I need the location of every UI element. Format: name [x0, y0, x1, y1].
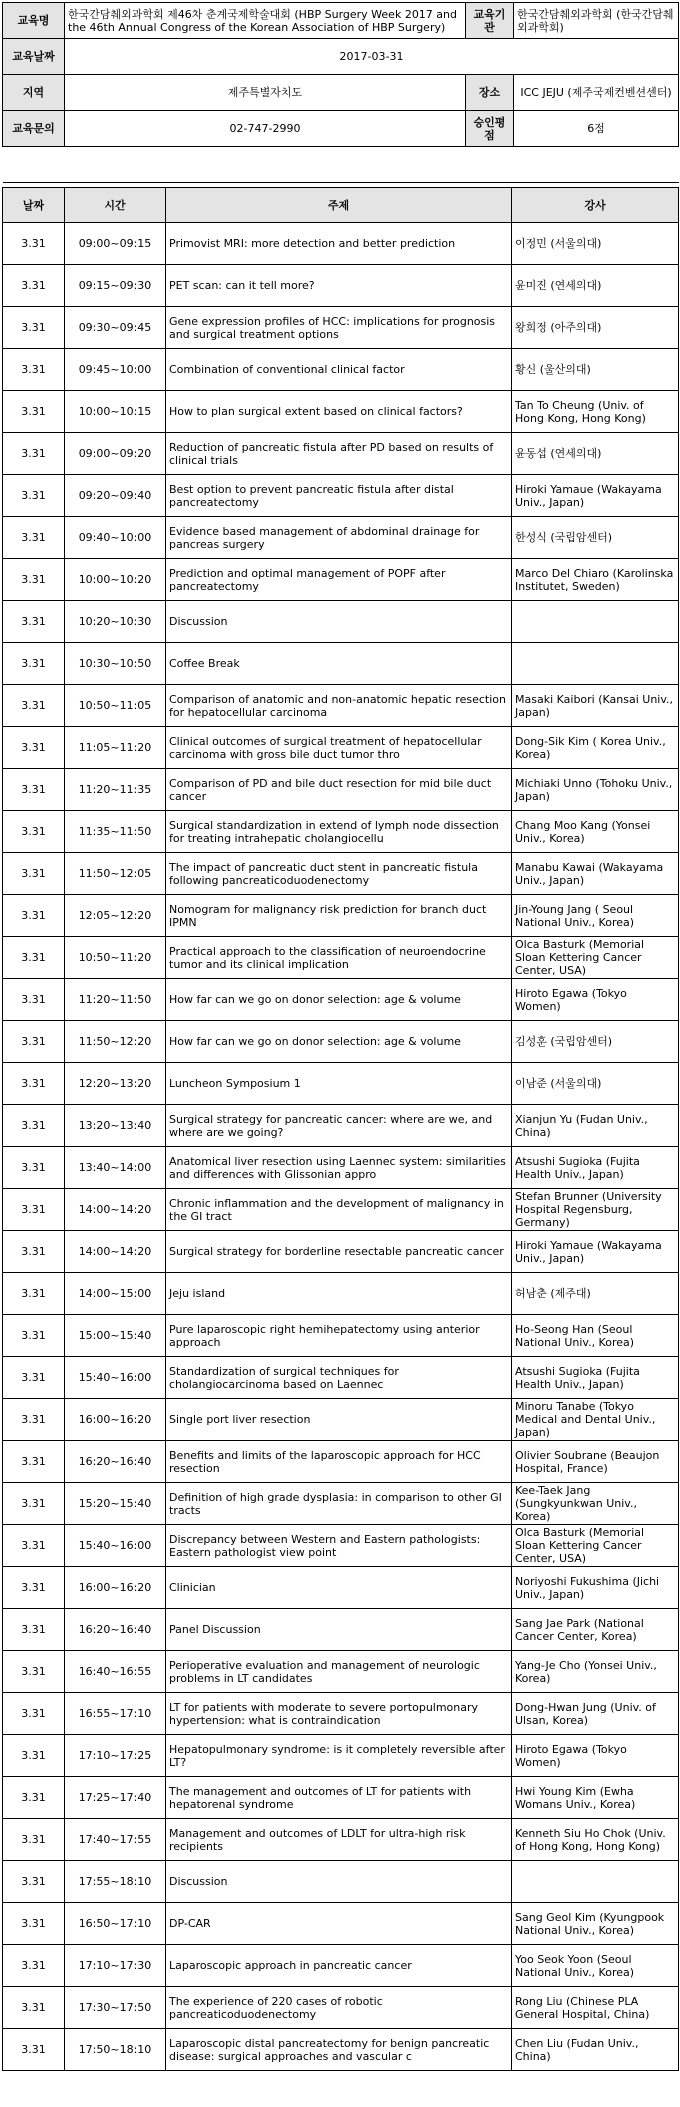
- row-topic: Evidence based management of abdominal drainage for pancreas surgery: [166, 517, 512, 559]
- row-speaker: Noriyoshi Fukushima (Jichi Univ., Japan): [512, 1567, 679, 1609]
- row-speaker: Olca Basturk (Memorial Sloan Kettering Cancer Center, USA): [512, 1525, 679, 1567]
- row-time: 15:40~16:00: [65, 1525, 166, 1567]
- row-date: 3.31: [3, 1945, 65, 1987]
- row-speaker: Atsushi Sugioka (Fujita Health Univ., Japan): [512, 1357, 679, 1399]
- row-speaker: Marco Del Chiaro (Karolinska Institutet, Sweden): [512, 559, 679, 601]
- row-time: 17:50~18:10: [65, 2029, 166, 2071]
- course-region-label: 지역: [3, 75, 65, 111]
- row-date: 3.31: [3, 2029, 65, 2071]
- table-row: [3, 2029, 679, 2071]
- row-speaker: Yang-Je Cho (Yonsei Univ., Korea): [512, 1651, 679, 1693]
- row-date: 3.31: [3, 895, 65, 937]
- table-row: [3, 937, 679, 979]
- row-date: 3.31: [3, 1651, 65, 1693]
- row-topic: Primovist MRI: more detection and better prediction: [166, 223, 512, 265]
- row-time: 13:40~14:00: [65, 1147, 166, 1189]
- table-row: [3, 1105, 679, 1147]
- row-time: 09:20~09:40: [65, 475, 166, 517]
- row-date: 3.31: [3, 559, 65, 601]
- header-date: 날짜: [3, 188, 65, 223]
- row-time: 11:20~11:50: [65, 979, 166, 1021]
- schedule-header-row: [3, 188, 679, 223]
- row-speaker: Chen Liu (Fudan Univ., China): [512, 2029, 679, 2071]
- row-date: 3.31: [3, 685, 65, 727]
- table-row: [3, 1273, 679, 1315]
- course-name-value: 한국간담췌외과학회 제46차 춘계국제학술대회 (HBP Surgery Week 2017 and the 46th Annual Congress of the Korean Association of HBP Surgery): [65, 3, 466, 39]
- table-row: [3, 979, 679, 1021]
- info-row-region: [3, 75, 679, 111]
- row-time: 14:00~15:00: [65, 1273, 166, 1315]
- row-topic: Laparoscopic distal pancreatectomy for benign pancreatic disease: surgical approaches and vascular c: [166, 2029, 512, 2071]
- row-time: 14:00~14:20: [65, 1189, 166, 1231]
- row-time: 11:50~12:05: [65, 853, 166, 895]
- row-time: 10:00~10:15: [65, 391, 166, 433]
- row-date: 3.31: [3, 1315, 65, 1357]
- row-speaker: Hiroki Yamaue (Wakayama Univ., Japan): [512, 475, 679, 517]
- row-speaker: Minoru Tanabe (Tokyo Medical and Dental Univ., Japan): [512, 1399, 679, 1441]
- table-row: [3, 853, 679, 895]
- row-speaker: 왕희정 (아주의대): [512, 307, 679, 349]
- row-date: 3.31: [3, 1399, 65, 1441]
- row-topic: Jeju island: [166, 1273, 512, 1315]
- row-topic: Reduction of pancreatic fistula after PD based on results of clinical trials: [166, 433, 512, 475]
- row-time: 10:50~11:20: [65, 937, 166, 979]
- row-time: 17:40~17:55: [65, 1819, 166, 1861]
- row-date: 3.31: [3, 349, 65, 391]
- row-speaker: Yoo Seok Yoon (Seoul National Univ., Korea): [512, 1945, 679, 1987]
- course-name-label: 교육명: [3, 3, 65, 39]
- row-time: 15:00~15:40: [65, 1315, 166, 1357]
- course-date-label: 교육날짜: [3, 39, 65, 75]
- row-speaker: Manabu Kawai (Wakayama Univ., Japan): [512, 853, 679, 895]
- course-org-value: 한국간담췌외과학회 (한국간담췌외과학회): [514, 3, 679, 39]
- table-row: [3, 307, 679, 349]
- row-topic: Luncheon Symposium 1: [166, 1063, 512, 1105]
- row-speaker: Hiroto Egawa (Tokyo Women): [512, 1735, 679, 1777]
- row-speaker: Atsushi Sugioka (Fujita Health Univ., Japan): [512, 1147, 679, 1189]
- table-row: [3, 1567, 679, 1609]
- row-speaker: Hwi Young Kim (Ewha Womans Univ., Korea): [512, 1777, 679, 1819]
- row-time: 09:15~09:30: [65, 265, 166, 307]
- table-row: [3, 811, 679, 853]
- row-topic: Clinician: [166, 1567, 512, 1609]
- row-date: 3.31: [3, 979, 65, 1021]
- row-date: 3.31: [3, 1273, 65, 1315]
- row-speaker: Kenneth Siu Ho Chok (Univ. of Hong Kong, Hong Kong): [512, 1819, 679, 1861]
- row-date: 3.31: [3, 1567, 65, 1609]
- table-row: [3, 1021, 679, 1063]
- table-row: [3, 1777, 679, 1819]
- course-contact-value: 02-747-2990: [65, 111, 466, 147]
- row-date: 3.31: [3, 1693, 65, 1735]
- row-date: 3.31: [3, 643, 65, 685]
- row-speaker: [512, 643, 679, 685]
- row-topic: Surgical strategy for borderline resectable pancreatic cancer: [166, 1231, 512, 1273]
- row-time: 10:30~10:50: [65, 643, 166, 685]
- row-topic: Discussion: [166, 601, 512, 643]
- course-region-value: 제주특별자치도: [65, 75, 466, 111]
- row-speaker: Stefan Brunner (University Hospital Regensburg, Germany): [512, 1189, 679, 1231]
- row-speaker: Ho-Seong Han (Seoul National Univ., Korea): [512, 1315, 679, 1357]
- row-date: 3.31: [3, 1735, 65, 1777]
- row-speaker: 김성훈 (국립암센터): [512, 1021, 679, 1063]
- row-date: 3.31: [3, 1525, 65, 1567]
- info-row-contact: [3, 111, 679, 147]
- row-time: 11:20~11:35: [65, 769, 166, 811]
- row-time: 17:55~18:10: [65, 1861, 166, 1903]
- row-speaker: Sang Jae Park (National Cancer Center, Korea): [512, 1609, 679, 1651]
- row-topic: Pure laparoscopic right hemihepatectomy using anterior approach: [166, 1315, 512, 1357]
- row-speaker: 허남춘 (제주대): [512, 1273, 679, 1315]
- header-topic: 주제: [166, 188, 512, 223]
- row-speaker: 윤미진 (연세의대): [512, 265, 679, 307]
- table-row: [3, 601, 679, 643]
- row-time: 09:45~10:00: [65, 349, 166, 391]
- course-place-label: 장소: [466, 75, 514, 111]
- table-row: [3, 391, 679, 433]
- row-speaker: Hiroki Yamaue (Wakayama Univ., Japan): [512, 1231, 679, 1273]
- row-date: 3.31: [3, 1441, 65, 1483]
- row-speaker: 이남준 (서울의대): [512, 1063, 679, 1105]
- table-row: [3, 1945, 679, 1987]
- row-date: 3.31: [3, 1861, 65, 1903]
- row-time: 11:35~11:50: [65, 811, 166, 853]
- row-topic: The management and outcomes of LT for patients with hepatorenal syndrome: [166, 1777, 512, 1819]
- row-time: 16:40~16:55: [65, 1651, 166, 1693]
- table-row: [3, 1861, 679, 1903]
- row-topic: Benefits and limits of the laparoscopic approach for HCC resection: [166, 1441, 512, 1483]
- row-topic: Discrepancy between Western and Eastern pathologists: Eastern pathologist view point: [166, 1525, 512, 1567]
- row-speaker: Xianjun Yu (Fudan Univ., China): [512, 1105, 679, 1147]
- row-time: 09:00~09:20: [65, 433, 166, 475]
- row-topic: Comparison of anatomic and non-anatomic hepatic resection for hepatocellular carcinoma: [166, 685, 512, 727]
- row-topic: Management and outcomes of LDLT for ultra-high risk recipients: [166, 1819, 512, 1861]
- table-row: [3, 1357, 679, 1399]
- table-row: [3, 223, 679, 265]
- row-time: 17:30~17:50: [65, 1987, 166, 2029]
- row-topic: Single port liver resection: [166, 1399, 512, 1441]
- course-info-table: [2, 2, 679, 183]
- row-speaker: Jin-Young Jang ( Seoul National Univ., Korea): [512, 895, 679, 937]
- table-row: [3, 1315, 679, 1357]
- row-topic: Standardization of surgical techniques for cholangiocarcinoma based on Laennec: [166, 1357, 512, 1399]
- row-topic: Practical approach to the classification of neuroendocrine tumor and its clinical implication: [166, 937, 512, 979]
- info-row-name: [3, 3, 679, 39]
- row-topic: Perioperative evaluation and management of neurologic problems in LT candidates: [166, 1651, 512, 1693]
- row-topic: Surgical standardization in extend of lymph node dissection for treating intrahepatic cholangiocellu: [166, 811, 512, 853]
- row-speaker: Michiaki Unno (Tohoku Univ., Japan): [512, 769, 679, 811]
- row-topic: LT for patients with moderate to severe portopulmonary hypertension: what is contraindication: [166, 1693, 512, 1735]
- row-date: 3.31: [3, 853, 65, 895]
- row-speaker: Chang Moo Kang (Yonsei Univ., Korea): [512, 811, 679, 853]
- row-time: 14:00~14:20: [65, 1231, 166, 1273]
- row-time: 16:55~17:10: [65, 1693, 166, 1735]
- header-speaker: 강사: [512, 188, 679, 223]
- row-date: 3.31: [3, 433, 65, 475]
- table-row: [3, 1189, 679, 1231]
- row-topic: Clinical outcomes of surgical treatment of hepatocellular carcinoma with gross bile duct tumor thro: [166, 727, 512, 769]
- table-row: [3, 1525, 679, 1567]
- table-row: [3, 559, 679, 601]
- row-date: 3.31: [3, 727, 65, 769]
- course-place-value: ICC JEJU (제주국제컨벤션센터): [514, 75, 679, 111]
- row-topic: How to plan surgical extent based on clinical factors?: [166, 391, 512, 433]
- row-speaker: Masaki Kaibori (Kansai Univ., Japan): [512, 685, 679, 727]
- row-time: 10:00~10:20: [65, 559, 166, 601]
- row-topic: Chronic inflammation and the development of malignancy in the GI tract: [166, 1189, 512, 1231]
- table-row: [3, 1483, 679, 1525]
- table-row: [3, 1693, 679, 1735]
- row-time: 10:50~11:05: [65, 685, 166, 727]
- table-row: [3, 517, 679, 559]
- row-topic: Prediction and optimal management of POPF after pancreatectomy: [166, 559, 512, 601]
- table-row: [3, 1819, 679, 1861]
- table-row: [3, 1987, 679, 2029]
- row-topic: Coffee Break: [166, 643, 512, 685]
- row-speaker: Olca Basturk (Memorial Sloan Kettering Cancer Center, USA): [512, 937, 679, 979]
- spacer-cell: [3, 147, 679, 183]
- row-topic: DP-CAR: [166, 1903, 512, 1945]
- row-date: 3.31: [3, 223, 65, 265]
- row-topic: Combination of conventional clinical factor: [166, 349, 512, 391]
- row-time: 16:00~16:20: [65, 1567, 166, 1609]
- row-date: 3.31: [3, 1147, 65, 1189]
- row-topic: Panel Discussion: [166, 1609, 512, 1651]
- row-speaker: 황신 (울산의대): [512, 349, 679, 391]
- row-time: 13:20~13:40: [65, 1105, 166, 1147]
- table-row: [3, 1231, 679, 1273]
- table-row: [3, 1147, 679, 1189]
- row-date: 3.31: [3, 601, 65, 643]
- row-topic: Hepatopulmonary syndrome: is it completely reversible after LT?: [166, 1735, 512, 1777]
- row-topic: PET scan: can it tell more?: [166, 265, 512, 307]
- row-date: 3.31: [3, 517, 65, 559]
- table-row: [3, 1441, 679, 1483]
- course-date-value: 2017-03-31: [65, 39, 679, 75]
- row-topic: The impact of pancreatic duct stent in pancreatic fistula following pancreaticoduodenectomy: [166, 853, 512, 895]
- row-speaker: Sang Geol Kim (Kyungpook National Univ., Korea): [512, 1903, 679, 1945]
- row-date: 3.31: [3, 475, 65, 517]
- row-time: 09:40~10:00: [65, 517, 166, 559]
- info-spacer-row: [3, 147, 679, 183]
- row-time: 10:20~10:30: [65, 601, 166, 643]
- row-time: 17:25~17:40: [65, 1777, 166, 1819]
- row-speaker: Dong-Hwan Jung (Univ. of Ulsan, Korea): [512, 1693, 679, 1735]
- row-speaker: 이정민 (서울의대): [512, 223, 679, 265]
- row-speaker: Dong-Sik Kim ( Korea Univ., Korea): [512, 727, 679, 769]
- table-row: [3, 1735, 679, 1777]
- row-date: 3.31: [3, 1021, 65, 1063]
- row-speaker: Olivier Soubrane (Beaujon Hospital, France): [512, 1441, 679, 1483]
- row-date: 3.31: [3, 1189, 65, 1231]
- row-speaker: Kee-Taek Jang (Sungkyunkwan Univ., Korea): [512, 1483, 679, 1525]
- table-row: [3, 643, 679, 685]
- row-date: 3.31: [3, 1063, 65, 1105]
- table-row: [3, 727, 679, 769]
- row-date: 3.31: [3, 1903, 65, 1945]
- table-row: [3, 475, 679, 517]
- row-topic: The experience of 220 cases of robotic pancreaticoduodenectomy: [166, 1987, 512, 2029]
- schedule-table: [2, 187, 679, 2071]
- row-topic: Best option to prevent pancreatic fistula after distal pancreatectomy: [166, 475, 512, 517]
- row-date: 3.31: [3, 1777, 65, 1819]
- row-date: 3.31: [3, 1231, 65, 1273]
- row-time: 16:20~16:40: [65, 1609, 166, 1651]
- row-topic: Anatomical liver resection using Laennec system: similarities and differences with Glissonian appro: [166, 1147, 512, 1189]
- row-time: 09:00~09:15: [65, 223, 166, 265]
- row-date: 3.31: [3, 769, 65, 811]
- row-topic: How far can we go on donor selection: age & volume: [166, 979, 512, 1021]
- table-row: [3, 265, 679, 307]
- row-time: 12:20~13:20: [65, 1063, 166, 1105]
- row-time: 09:30~09:45: [65, 307, 166, 349]
- row-date: 3.31: [3, 265, 65, 307]
- row-time: 11:50~12:20: [65, 1021, 166, 1063]
- table-row: [3, 895, 679, 937]
- row-speaker: 한성식 (국립암센터): [512, 517, 679, 559]
- row-speaker: Hiroto Egawa (Tokyo Women): [512, 979, 679, 1021]
- row-date: 3.31: [3, 1105, 65, 1147]
- row-speaker: [512, 601, 679, 643]
- row-time: 17:10~17:25: [65, 1735, 166, 1777]
- course-org-label: 교육기관: [466, 3, 514, 39]
- table-row: [3, 1609, 679, 1651]
- header-time: 시간: [65, 188, 166, 223]
- row-time: 11:05~11:20: [65, 727, 166, 769]
- row-date: 3.31: [3, 1819, 65, 1861]
- row-time: 15:40~16:00: [65, 1357, 166, 1399]
- course-credit-label: 승인평점: [466, 111, 514, 147]
- table-row: [3, 1063, 679, 1105]
- table-row: [3, 1399, 679, 1441]
- row-time: 12:05~12:20: [65, 895, 166, 937]
- row-time: 15:20~15:40: [65, 1483, 166, 1525]
- row-topic: Discussion: [166, 1861, 512, 1903]
- row-topic: Definition of high grade dysplasia: in comparison to other GI tracts: [166, 1483, 512, 1525]
- row-time: 17:10~17:30: [65, 1945, 166, 1987]
- row-speaker: Rong Liu (Chinese PLA General Hospital, China): [512, 1987, 679, 2029]
- table-row: [3, 1903, 679, 1945]
- row-topic: Laparoscopic approach in pancreatic cancer: [166, 1945, 512, 1987]
- row-date: 3.31: [3, 1357, 65, 1399]
- row-date: 3.31: [3, 1483, 65, 1525]
- row-date: 3.31: [3, 307, 65, 349]
- row-time: 16:00~16:20: [65, 1399, 166, 1441]
- table-row: [3, 1651, 679, 1693]
- row-date: 3.31: [3, 391, 65, 433]
- row-topic: Gene expression profiles of HCC: implications for prognosis and surgical treatment options: [166, 307, 512, 349]
- row-time: 16:50~17:10: [65, 1903, 166, 1945]
- row-topic: How far can we go on donor selection: age & volume: [166, 1021, 512, 1063]
- row-topic: Nomogram for malignancy risk prediction for branch duct IPMN: [166, 895, 512, 937]
- row-topic: Comparison of PD and bile duct resection for mid bile duct cancer: [166, 769, 512, 811]
- row-speaker: [512, 1861, 679, 1903]
- row-date: 3.31: [3, 811, 65, 853]
- course-contact-label: 교육문의: [3, 111, 65, 147]
- info-row-date: [3, 39, 679, 75]
- table-row: [3, 433, 679, 475]
- course-credit-value: 6점: [514, 111, 679, 147]
- table-row: [3, 685, 679, 727]
- row-speaker: Tan To Cheung (Univ. of Hong Kong, Hong Kong): [512, 391, 679, 433]
- table-row: [3, 769, 679, 811]
- row-date: 3.31: [3, 937, 65, 979]
- row-time: 16:20~16:40: [65, 1441, 166, 1483]
- row-topic: Surgical strategy for pancreatic cancer: where are we, and where are we going?: [166, 1105, 512, 1147]
- row-date: 3.31: [3, 1609, 65, 1651]
- schedule-body: [3, 223, 679, 2071]
- table-row: [3, 349, 679, 391]
- row-date: 3.31: [3, 1987, 65, 2029]
- row-speaker: 윤동섭 (연세의대): [512, 433, 679, 475]
